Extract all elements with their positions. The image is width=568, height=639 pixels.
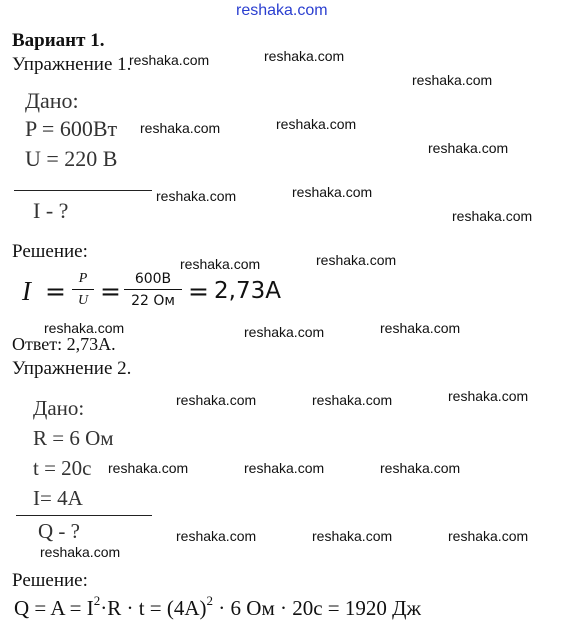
ex1-solution-label: Решение: [12, 241, 88, 262]
ex1-given-power: P = 600Вт [25, 116, 118, 141]
watermark[interactable]: reshaka.com [176, 528, 257, 544]
ex2-given-current: I= 4А [33, 486, 83, 510]
watermark[interactable]: reshaka.com [176, 392, 257, 408]
watermark[interactable]: reshaka.com [140, 120, 221, 136]
ex1-formula-result: 2,73А [214, 278, 281, 304]
watermark[interactable]: reshaka.com [312, 528, 393, 544]
ex1-frac2-bar [124, 289, 182, 290]
watermark[interactable]: reshaka.com [412, 72, 493, 88]
ex1-fraction-p-over-u [72, 270, 94, 310]
ex1-frac2-denominator: 22 Ом [131, 293, 175, 309]
variant-title: Вариант 1. [12, 30, 105, 51]
watermark[interactable]: reshaka.com [244, 460, 325, 476]
ex2-formula-sup2: 2 [206, 593, 214, 608]
ex2-solution-label: Решение: [12, 570, 88, 591]
watermark[interactable]: reshaka.com [244, 324, 325, 340]
watermark[interactable]: reshaka.com [264, 48, 345, 64]
ex1-fraction-values [124, 270, 182, 310]
ex1-frac2-numerator: 600В [134, 271, 172, 287]
ex2-formula-sup1: 2 [93, 593, 101, 608]
watermark[interactable]: reshaka.com [312, 392, 393, 408]
watermark[interactable]: reshaka.com [108, 460, 189, 476]
ex2-given-divider [16, 515, 152, 516]
watermark[interactable]: reshaka.com [292, 184, 373, 200]
watermark[interactable]: reshaka.com [380, 320, 461, 336]
watermark[interactable]: reshaka.com [276, 116, 357, 132]
ex1-given-divider [14, 190, 152, 191]
ex2-formula-part2: ·R · t = (4A) [100, 596, 207, 620]
ex1-formula-eq1: = [45, 277, 66, 306]
watermark[interactable]: reshaka.com [428, 140, 509, 156]
ex2-given-time: t = 20с [33, 456, 92, 480]
watermark[interactable]: reshaka.com [44, 320, 125, 336]
watermark[interactable]: reshaka.com [380, 460, 461, 476]
watermark[interactable]: reshaka.com [180, 256, 261, 272]
ex1-find: I - ? [33, 198, 69, 223]
watermark-top[interactable]: reshaka.com [236, 2, 328, 19]
watermark[interactable]: reshaka.com [448, 528, 529, 544]
ex1-formula-eq3: = [188, 277, 209, 306]
ex1-frac1-numerator: P [78, 271, 88, 286]
exercise-2-title: Упражнение 2. [12, 358, 132, 379]
ex2-formula [14, 593, 421, 621]
watermark[interactable]: reshaka.com [448, 388, 529, 404]
watermark[interactable]: reshaka.com [316, 252, 397, 268]
ex1-formula-lhs: I [22, 276, 31, 306]
ex1-frac1-bar [72, 289, 94, 290]
ex1-answer: Ответ: 2,73А. [12, 334, 116, 354]
ex1-given-voltage: U = 220 В [25, 146, 118, 171]
watermark[interactable]: reshaka.com [452, 208, 533, 224]
ex1-formula-eq2: = [100, 277, 121, 306]
ex1-frac1-denominator: U [77, 293, 89, 308]
watermark[interactable]: reshaka.com [129, 52, 210, 68]
watermark[interactable]: reshaka.com [156, 188, 237, 204]
ex2-given-resistance: R = 6 Ом [33, 426, 114, 450]
ex2-formula-part1: Q = A = I [14, 596, 94, 620]
ex2-formula-part3: · 6 Ом · 20с = 1920 Дж [213, 596, 421, 620]
exercise-1-title: Упражнение 1. [12, 54, 132, 75]
ex1-given-label: Дано: [25, 88, 79, 113]
watermark[interactable]: reshaka.com [40, 544, 121, 560]
ex2-given-label: Дано: [33, 396, 85, 420]
ex2-find: Q - ? [38, 519, 80, 543]
